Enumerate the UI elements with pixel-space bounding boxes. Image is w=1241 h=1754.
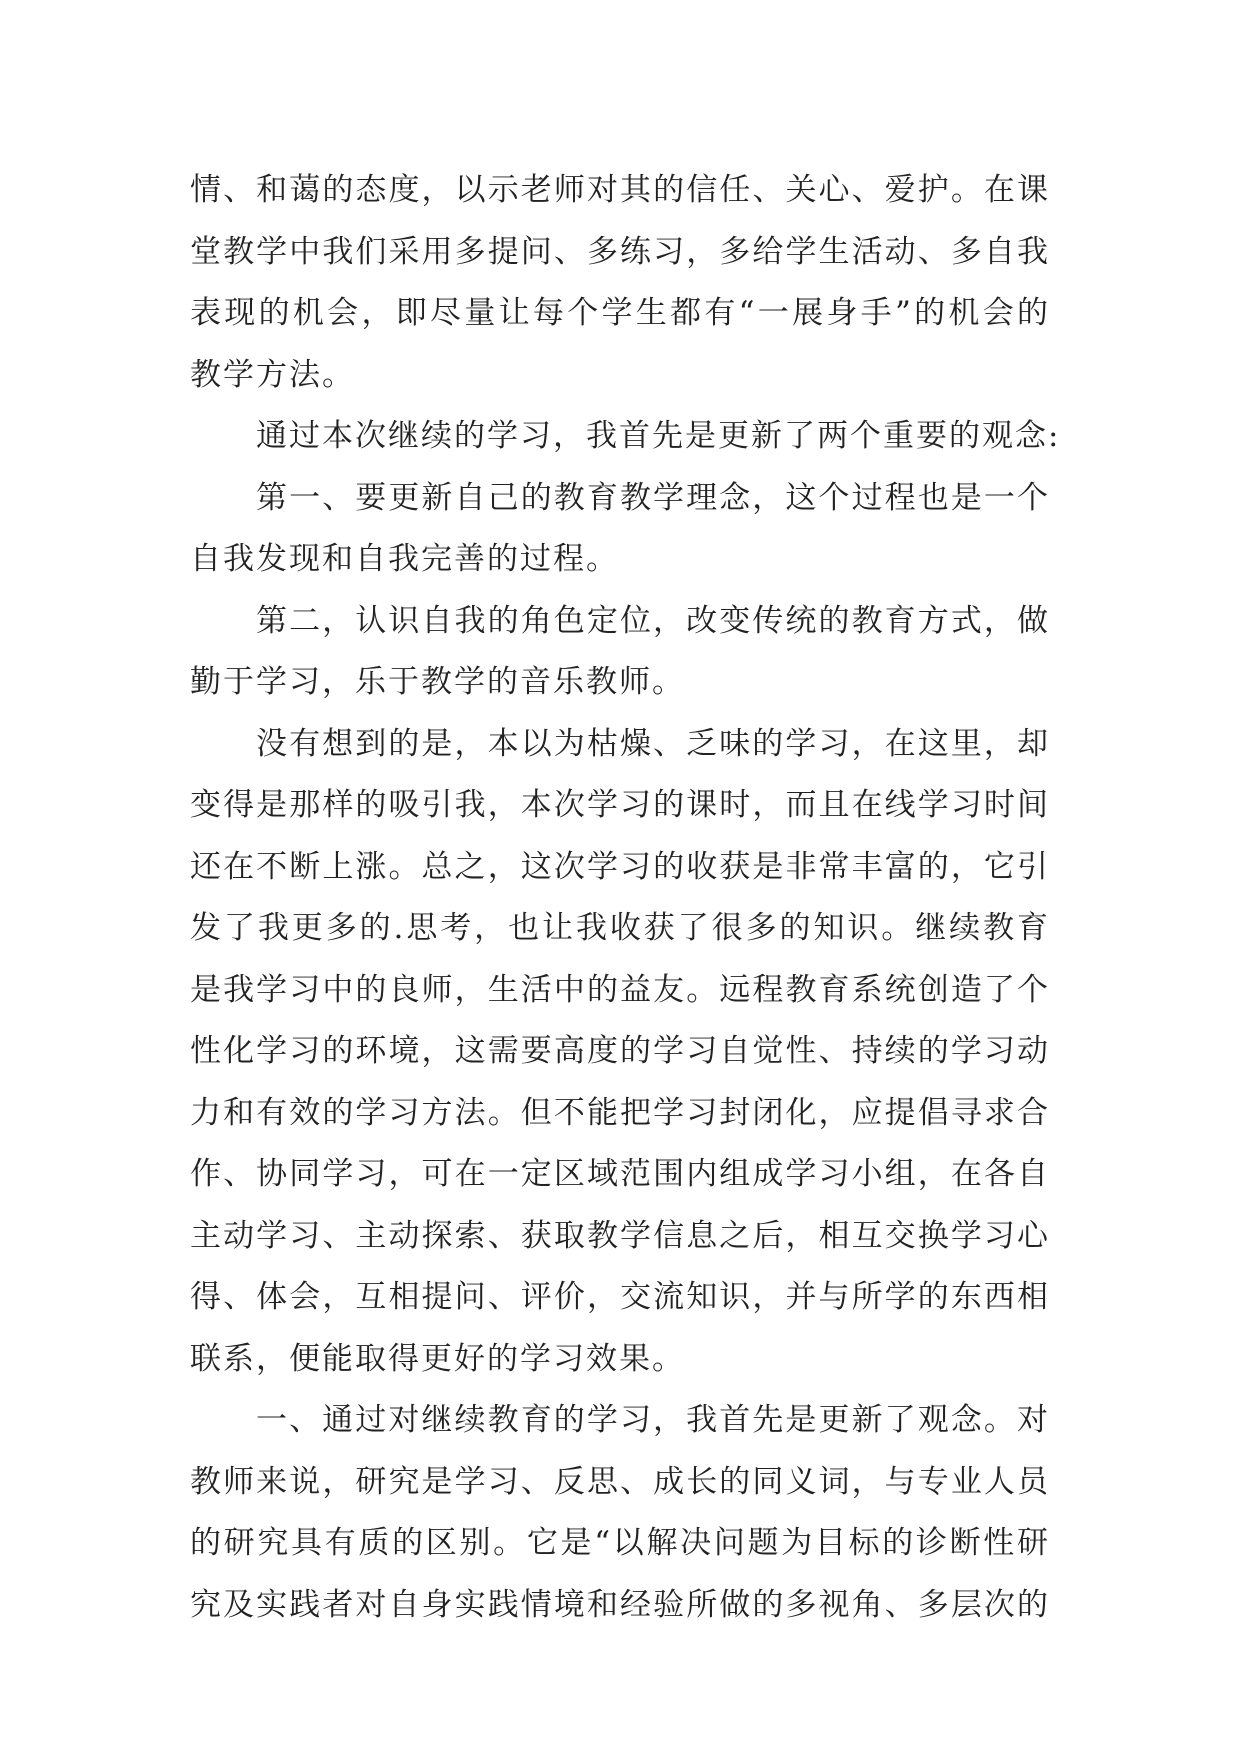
text-line: 第一、要更新自己的教育教学理念，这个过程也是一个 — [256, 479, 1050, 516]
text-line: 联系，便能取得更好的学习效果。 — [190, 1340, 685, 1377]
text-line: 发了我更多的.思考，也让我收获了很多的知识。继续教育 — [190, 910, 1050, 946]
text-line: 作、协同学习，可在一定区域范围内组成学习小组，在各自 — [190, 1156, 1050, 1192]
text-line: 力和有效的学习方法。但不能把学习封闭化，应提倡寻求合 — [190, 1094, 1050, 1131]
text-line: 是我学习中的良师，生活中的益友。远程教育系统创造了个 — [190, 971, 1050, 1008]
text-line: 表现的机会，即尽量让每个学生都有“一展身手”的机会的 — [190, 295, 1050, 331]
text-line: 的研究具有质的区别。它是“以解决问题为目标的诊断性研 — [190, 1525, 1050, 1561]
text-line: 究及实践者对自身实践情境和经验所做的多视角、多层次的 — [190, 1586, 1050, 1623]
text-line: 性化学习的环境，这需要高度的学习自觉性、持续的学习动 — [190, 1033, 1050, 1069]
text-line: 一、通过对继续教育的学习，我首先是更新了观念。对 — [256, 1402, 1050, 1438]
text-line: 还在不断上涨。总之，这次学习的收获是非常丰富的，它引 — [190, 848, 1050, 885]
text-line: 教师来说，研究是学习、反思、成长的同义词，与专业人员 — [190, 1463, 1050, 1500]
text-line: 情、和蔼的态度，以示老师对其的信任、关心、爱护。在课 — [190, 172, 1050, 208]
text-line: 没有想到的是，本以为枯燥、乏味的学习，在这里，却 — [256, 725, 1050, 762]
text-line: 主动学习、主动探索、获取教学信息之后，相互交换学习心 — [190, 1217, 1050, 1254]
text-line: 勤于学习，乐于教学的音乐教师。 — [190, 664, 685, 700]
document-body-text — [190, 160, 1061, 1636]
text-line: 变得是那样的吸引我，本次学习的课时，而且在线学习时间 — [190, 787, 1050, 823]
text-line: 通过本次继续的学习，我首先是更新了两个重要的观念: — [256, 418, 1061, 454]
text-line: 自我发现和自我完善的过程。 — [190, 541, 619, 577]
text-line: 教学方法。 — [190, 356, 355, 393]
text-line: 得、体会，互相提问、评价，交流知识，并与所学的东西相 — [190, 1279, 1050, 1315]
text-line: 第二，认识自我的角色定位，改变传统的教育方式，做 — [256, 602, 1050, 639]
text-line: 堂教学中我们采用多提问、多练习，多给学生活动、多自我 — [190, 233, 1050, 270]
